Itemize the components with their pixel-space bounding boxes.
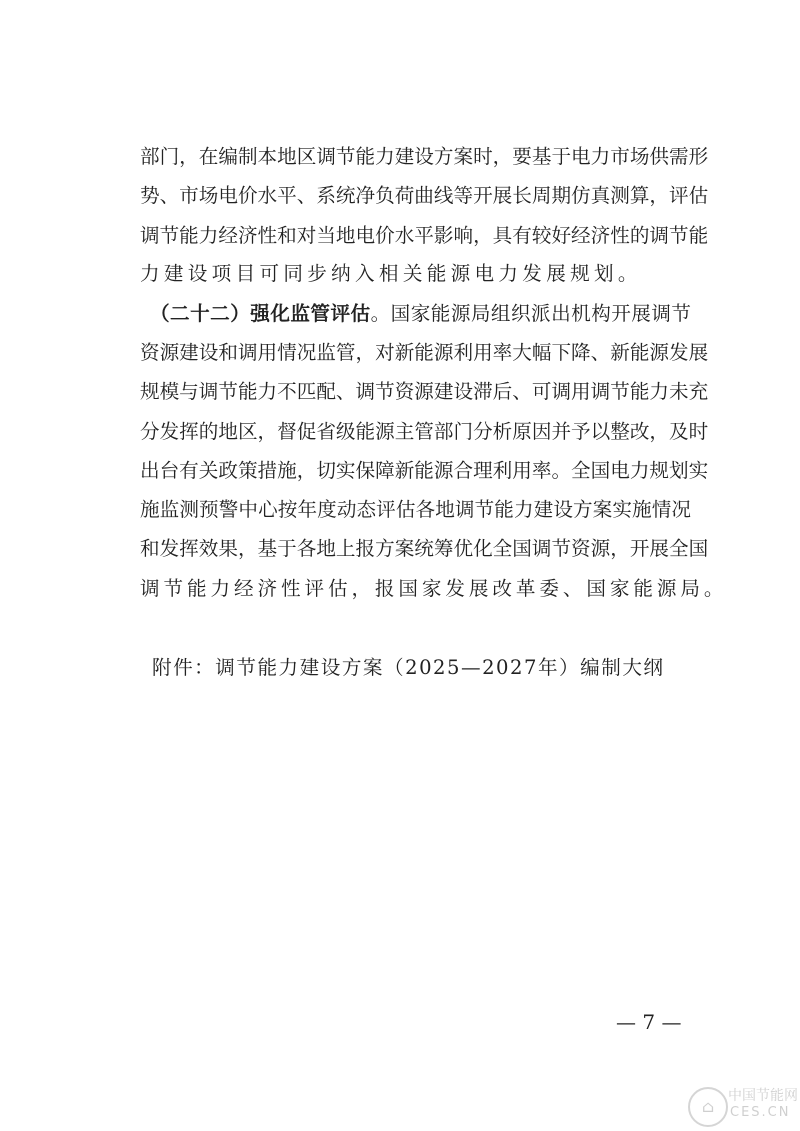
p2-line-1-text: 。国家能源局组织派出机构开展调节 [370,302,692,325]
p1-line-2: 势、市场电价水平、系统净负荷曲线等开展长周期仿真测算，评估 [140,184,709,207]
p2-line-7: 和发挥效果，基于各地上报方案统筹优化全国调节资源，开展全国 [140,537,709,560]
p2-line-8: 调节能力经济性评估，报国家发展改革委、国家能源局。 [140,577,728,600]
p1-line-1: 部门，在编制本地区调节能力建设方案时，要基于电力市场供需形 [140,145,709,168]
p2-line-5: 出台有关政策措施，切实保障新能源合理利用率。全国电力规划实 [140,459,709,482]
p2-line-4: 分发挥的地区，督促省级能源主管部门分析原因并予以整改，及时 [140,420,709,443]
attachment-line: 附件：调节能力建设方案（2025—2027年）编制大纲 [152,656,665,679]
watermark-emblem-icon: ⌂ [688,1087,728,1127]
p2-line-6: 施监测预警中心按年度动态评估各地调节能力建设方案实施情况 [140,498,691,521]
watermark-logo [688,1085,798,1129]
p1-line-4: 力建设项目可同步纳入相关能源电力发展规划。 [140,262,642,285]
p2-line-2: 资源建设和调用情况监管，对新能源利用率大幅下降、新能源发展 [140,341,709,364]
page-number: — 7 — [616,1010,682,1034]
p2-line-1 [150,301,691,327]
p1-line-3: 调节能力经济性和对当地电价水平影响，具有较好经济性的调节能 [140,224,709,247]
watermark-cn: 中国节能网 [728,1088,798,1104]
watermark-en: CES.CN [730,1105,791,1120]
p2-line-3: 规模与调节能力不匹配、调节资源建设滞后、可调用调节能力未充 [140,380,709,403]
section-heading: （二十二）强化监管评估 [150,302,371,325]
